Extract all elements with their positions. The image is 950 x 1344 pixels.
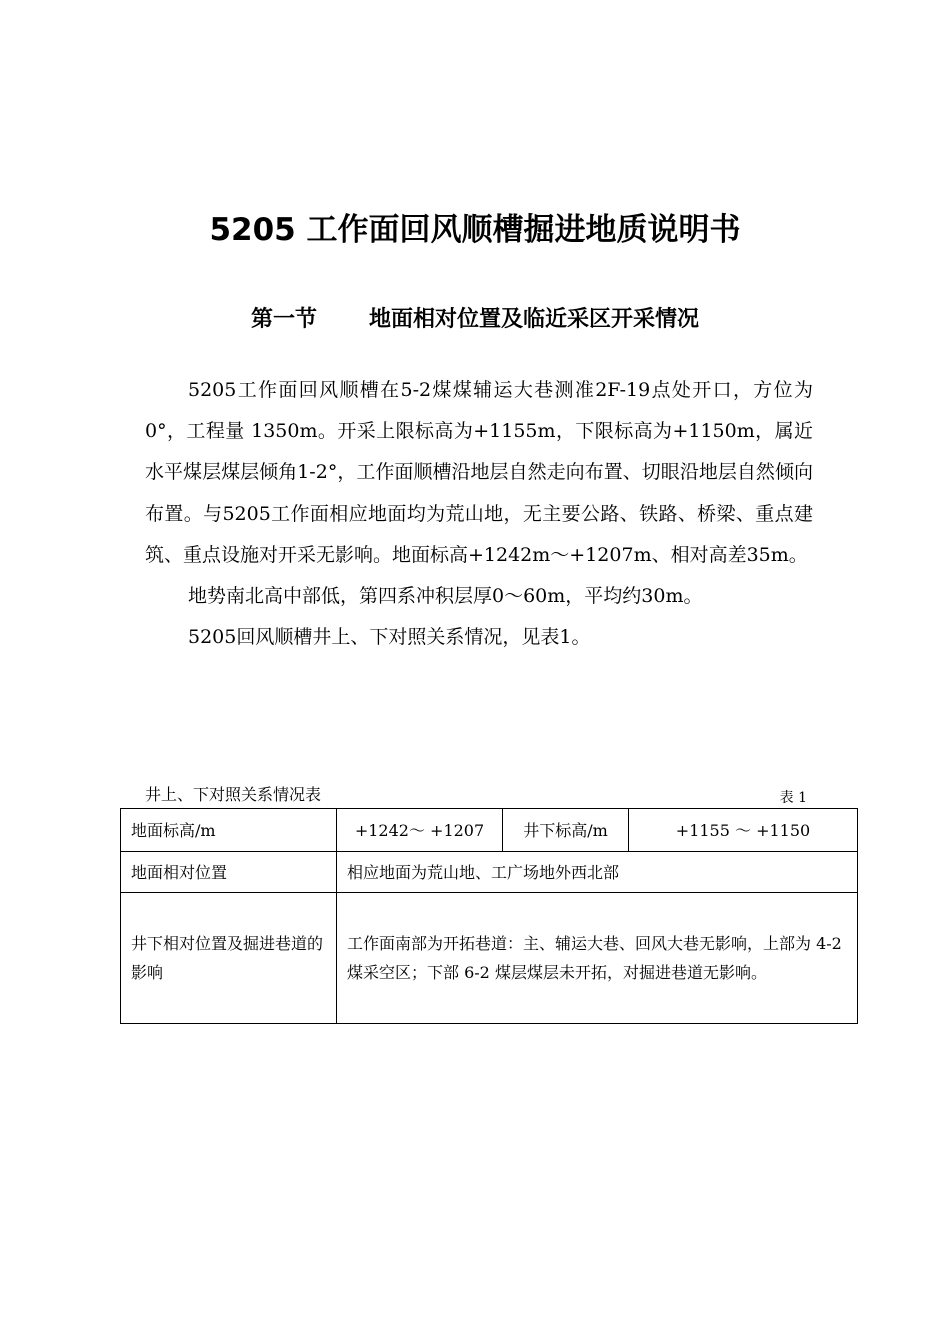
table-number-label: 表 1 (779, 790, 807, 806)
paragraph-terrain: 地势南北高中部低，第四系冲积层厚0～60m，平均约30m。 (188, 585, 703, 608)
surface-position-value: 相应地面为荒山地、工广场地外西北部 (337, 852, 858, 893)
section-number: 第一节 (250, 307, 317, 332)
table-caption-title: 井上、下对照关系情况表 (145, 785, 322, 804)
table-row (121, 893, 858, 1024)
underground-elevation-label: 井下标高/m (503, 809, 629, 852)
surface-position-label: 地面相对位置 (121, 852, 337, 893)
underground-elevation-value: +1155 ～ +1150 (629, 809, 858, 852)
impact-label: 井下相对位置及掘进巷道的影响 (121, 893, 337, 1024)
section-heading (0, 300, 950, 340)
table-row (121, 852, 858, 893)
body-text (145, 370, 813, 658)
surface-elevation-value: +1242～ +1207 (337, 809, 503, 852)
surface-underground-table (120, 808, 858, 1024)
impact-value: 工作面南部为开拓巷道：主、辅运大巷、回风大巷无影响，上部为 4-2 煤采空区；下部 6-2 煤层煤层未开拓，对掘进巷道无影响。 (337, 893, 858, 1024)
paragraph-table-reference: 5205回风顺槽井上、下对照关系情况，见表1。 (188, 626, 591, 649)
table-row (121, 809, 858, 852)
surface-elevation-label: 地面标高/m (121, 809, 337, 852)
section-title: 地面相对位置及临近采区开采情况 (369, 307, 700, 332)
paragraph-location: 5205工作面回风顺槽在5-2煤煤辅运大巷测准2F-19点处开口，方位为 0°，工程量 1350m。开采上限标高为+1155m，下限标高为+1150m，属近水平煤层煤层倾角1-2°，工作面顺槽沿地层自然走向布置、切眼沿地层自然倾向布置。与5205工作面相应地面均为荒山地，无主要公路、铁路、桥梁、重点建筑、重点设施对开采无影响。地面标高+1242m～+1207m、相对高差35m。 (145, 379, 813, 566)
table-caption (145, 782, 813, 808)
document-title: 5205 工作面回风顺槽掘进地质说明书 (209, 212, 741, 248)
